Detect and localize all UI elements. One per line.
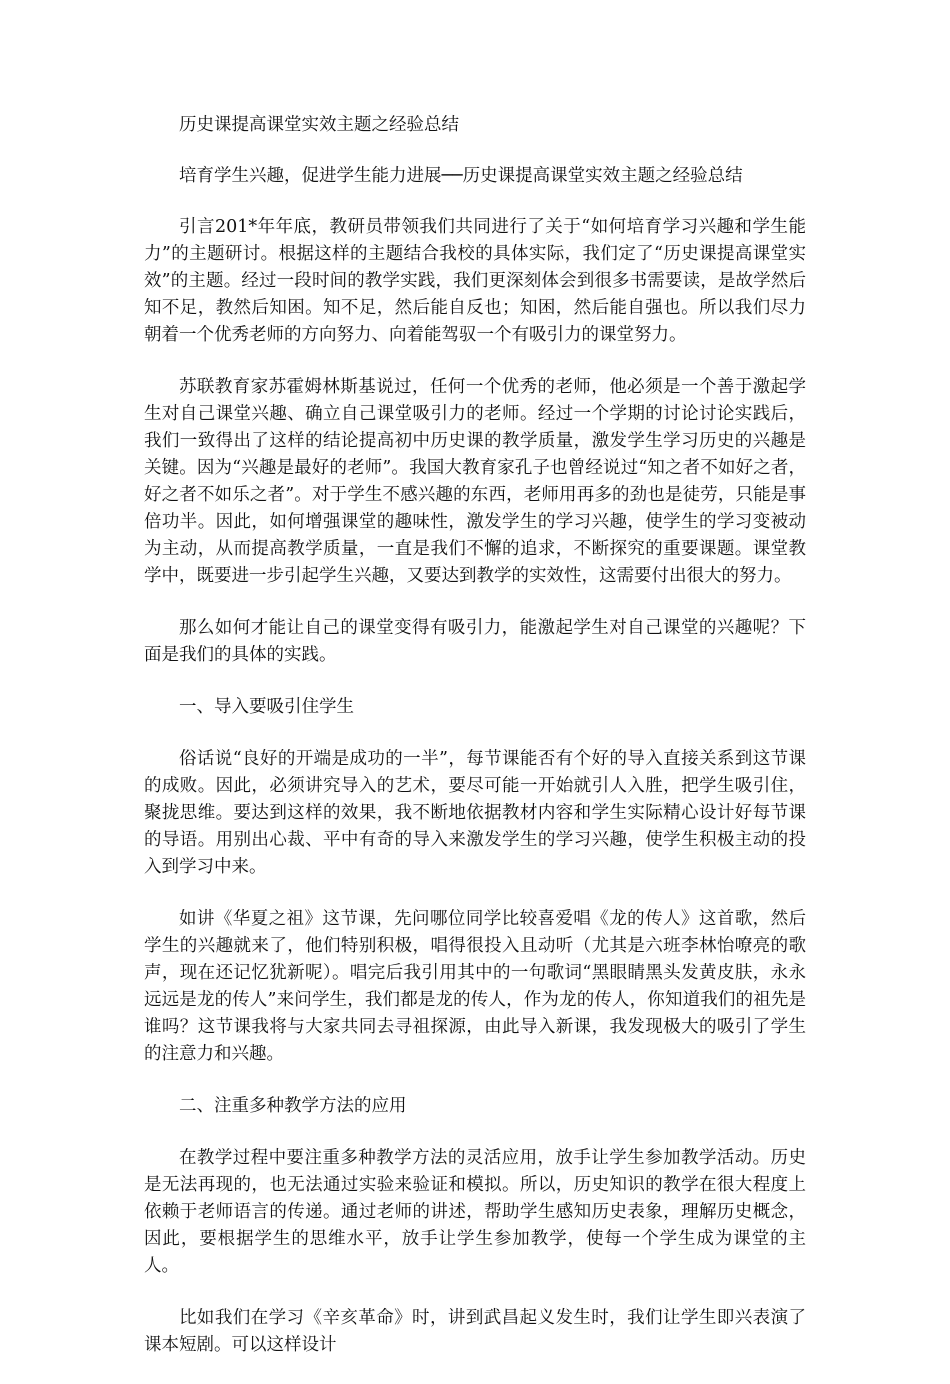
paragraph-section1-1: 俗话说“良好的开端是成功的一半”，每节课能否有个好的导入直接关系到这节课的成败。因此，必须讲究导入的艺术，要尽可能一开始就引人入胜，把学生吸引住，聚拢思维。要达到这样的效果，我不断地依据教材内容和学生实际精心设计好每节课的导语。用别出心裁、平中有奇的导入来激发学生的学习兴趣，使学生积极主动的投入到学习中来。 — [144, 749, 806, 877]
document-title: 历史课提高课堂实效主题之经验总结 — [179, 115, 459, 135]
paragraph-sukhomlinsky: 苏联教育家苏霍姆林斯基说过，任何一个优秀的老师，他必须是一个善于激起学生对自己课堂兴趣、确立自己课堂吸引力的老师。经过一个学期的讨论讨论实践后，我们一致得出了这样的结论提高初中历史课的教学质量，激发学生学习历史的兴趣是关键。因为“兴趣是最好的老师”。我国大教育家孔子也曾经说过“知之者不如好之者，好之者不如乐之者”。对于学生不感兴趣的东西，老师用再多的劲也是徒劳，只能是事倍功半。因此，如何增强课堂的趣味性，激发学生的学习兴趣，使学生的学习变被动为主动，从而提高教学质量，一直是我们不懈的追求，不断探究的重要课题。课堂教学中，既要进一步引起学生兴趣，又要达到教学的实效性，这需要付出很大的努力。 — [144, 377, 806, 586]
section-heading-1: 一、导入要吸引住学生 — [179, 697, 354, 717]
paragraph-section1-2: 如讲《华夏之祖》这节课，先问哪位同学比较喜爱唱《龙的传人》这首歌，然后学生的兴趣就来了，他们特别积极，唱得很投入且动听（尤其是六班李林怡嘹亮的歌声，现在还记忆犹新呢）。唱完后我引用其中的一句歌词“黑眼睛黑头发黄皮肤，永永远远是龙的传人”来问学生，我们都是龙的传人，作为龙的传人，你知道我们的祖先是谁吗？这节课我将与大家共同去寻祖探源，由此导入新课，我发现极大的吸引了学生的注意力和兴趣。 — [144, 909, 806, 1064]
paragraph-section2-2: 比如我们在学习《辛亥革命》时，讲到武昌起义发生时，我们让学生即兴表演了课本短剧。可以这样设计 — [144, 1308, 806, 1355]
paragraph-intro: 引言201*年年底，教研员带领我们共同进行了关于“如何培育学习兴趣和学生能力”的主题研讨。根据这样的主题结合我校的具体实际，我们定了“历史课提高课堂实效”的主题。经过一段时间的教学实践，我们更深刻体会到很多书需要读，是故学然后知不足，教然后知困。知不足，然后能自反也；知困，然后能自强也。所以我们尽力朝着一个优秀老师的方向努力、向着能驾驭一个有吸引力的课堂努力。 — [144, 217, 806, 345]
paragraph-question: 那么如何才能让自己的课堂变得有吸引力，能激起学生对自己课堂的兴趣呢？下面是我们的具体的实践。 — [144, 618, 806, 665]
document-page — [144, 112, 806, 1384]
paragraph-section2-1: 在教学过程中要注重多种教学方法的灵活应用，放手让学生参加教学活动。历史是无法再现的，也无法通过实验来验证和模拟。所以，历史知识的教学在很大程度上依赖于老师语言的传递。通过老师的讲述，帮助学生感知历史表象，理解历史概念，因此，要根据学生的思维水平，放手让学生参加教学，使每一个学生成为课堂的主人。 — [144, 1148, 806, 1276]
document-subtitle: 培育学生兴趣，促进学生能力进展──历史课提高课堂实效主题之经验总结 — [179, 166, 743, 186]
section-heading-2: 二、注重多种教学方法的应用 — [179, 1096, 407, 1116]
